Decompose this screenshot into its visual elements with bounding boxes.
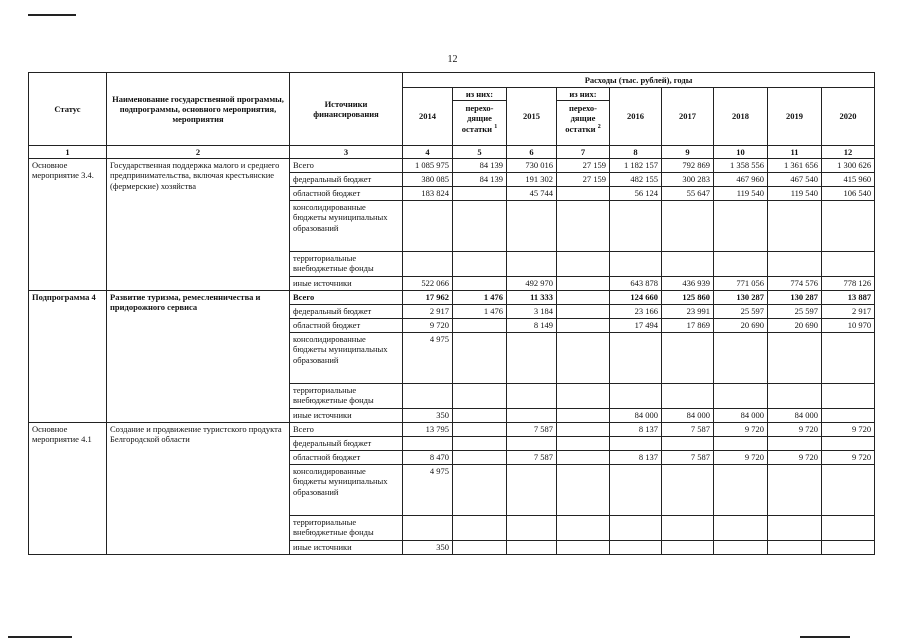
amount-cell: [822, 384, 875, 409]
amount-cell: [557, 516, 610, 541]
amount-cell: [453, 409, 507, 423]
amount-cell: [662, 252, 714, 277]
amount-cell: 9 720: [714, 423, 768, 437]
funding-source-cell: иные источники: [290, 277, 403, 291]
amount-cell: 1 361 656: [768, 159, 822, 173]
amount-cell: [507, 516, 557, 541]
funding-source-cell: территориальные внебюджетные фонды: [290, 516, 403, 541]
amount-cell: 7 587: [507, 451, 557, 465]
budget-table: [28, 72, 875, 555]
amount-cell: [507, 384, 557, 409]
amount-cell: 23 991: [662, 305, 714, 319]
amount-cell: 3 184: [507, 305, 557, 319]
page-number: 12: [447, 54, 458, 65]
amount-cell: 9 720: [768, 451, 822, 465]
amount-cell: [453, 187, 507, 201]
amount-cell: [557, 541, 610, 555]
amount-cell: [557, 277, 610, 291]
amount-cell: [768, 541, 822, 555]
funding-source-cell: Всего: [290, 159, 403, 173]
amount-cell: 84 000: [662, 409, 714, 423]
amount-cell: 130 287: [714, 291, 768, 305]
funding-source-cell: областной бюджет: [290, 319, 403, 333]
amount-cell: 9 720: [768, 423, 822, 437]
amount-cell: [822, 252, 875, 277]
amount-cell: 183 824: [403, 187, 453, 201]
amount-cell: [768, 384, 822, 409]
amount-cell: [822, 333, 875, 384]
amount-cell: [557, 409, 610, 423]
amount-cell: [403, 252, 453, 277]
header-iz-nih-1: из них:: [453, 88, 506, 101]
amount-cell: 4 975: [403, 465, 453, 516]
amount-cell: [453, 541, 507, 555]
funding-source-cell: иные источники: [290, 409, 403, 423]
col-number: 3: [290, 146, 403, 159]
amount-cell: [662, 333, 714, 384]
amount-cell: [453, 201, 507, 252]
amount-cell: 300 283: [662, 173, 714, 187]
amount-cell: [714, 541, 768, 555]
amount-cell: 10 970: [822, 319, 875, 333]
amount-cell: 23 166: [610, 305, 662, 319]
table-row: [29, 423, 875, 437]
amount-cell: 1 358 556: [714, 159, 768, 173]
amount-cell: [610, 437, 662, 451]
amount-cell: 130 287: [768, 291, 822, 305]
amount-cell: [507, 437, 557, 451]
table-row: [29, 291, 875, 305]
amount-cell: [403, 437, 453, 451]
amount-cell: 25 597: [768, 305, 822, 319]
header-iz-nih-2: из них:: [557, 88, 609, 101]
amount-cell: 4 975: [403, 333, 453, 384]
amount-cell: 17 494: [610, 319, 662, 333]
amount-cell: 1 476: [453, 305, 507, 319]
amount-cell: 774 576: [768, 277, 822, 291]
amount-cell: [453, 451, 507, 465]
amount-cell: [557, 252, 610, 277]
amount-cell: [662, 465, 714, 516]
amount-cell: [768, 333, 822, 384]
amount-cell: [557, 187, 610, 201]
amount-cell: [714, 333, 768, 384]
funding-source-cell: консолидированные бюджеты муниципальных образований: [290, 333, 403, 384]
amount-cell: [768, 201, 822, 252]
program-name-cell: Развитие туризма, ремесленничества и придорожного сервиса: [107, 291, 290, 423]
header-carryover-1: перехо-дящие остатки $^1$: [461, 103, 498, 134]
amount-cell: 792 869: [662, 159, 714, 173]
amount-cell: 84 000: [610, 409, 662, 423]
amount-cell: 771 056: [714, 277, 768, 291]
amount-cell: 25 597: [714, 305, 768, 319]
amount-cell: 467 540: [768, 173, 822, 187]
amount-cell: 9 720: [822, 451, 875, 465]
amount-cell: [822, 201, 875, 252]
amount-cell: 350: [403, 541, 453, 555]
amount-cell: [557, 333, 610, 384]
col-number: 9: [662, 146, 714, 159]
amount-cell: [662, 516, 714, 541]
col-number: 8: [610, 146, 662, 159]
amount-cell: [453, 319, 507, 333]
amount-cell: 27 159: [557, 173, 610, 187]
header-name: Наименование государственной программы, подпрограммы, основного мероприятия, мероприятия: [107, 73, 290, 146]
amount-cell: [662, 541, 714, 555]
amount-cell: 482 155: [610, 173, 662, 187]
amount-cell: 119 540: [714, 187, 768, 201]
amount-cell: 106 540: [822, 187, 875, 201]
amount-cell: [610, 516, 662, 541]
amount-cell: 467 960: [714, 173, 768, 187]
amount-cell: [662, 201, 714, 252]
col-number: 7: [557, 146, 610, 159]
amount-cell: 415 960: [822, 173, 875, 187]
amount-cell: 492 970: [507, 277, 557, 291]
col-number: 2: [107, 146, 290, 159]
header-year-2020: 2020: [822, 88, 875, 146]
amount-cell: 125 860: [662, 291, 714, 305]
amount-cell: [714, 384, 768, 409]
amount-cell: [453, 516, 507, 541]
amount-cell: [610, 465, 662, 516]
funding-source-cell: иные источники: [290, 541, 403, 555]
funding-source-cell: территориальные внебюджетные фонды: [290, 252, 403, 277]
amount-cell: 9 720: [822, 423, 875, 437]
amount-cell: 8 149: [507, 319, 557, 333]
amount-cell: [453, 333, 507, 384]
program-name-cell: Создание и продвижение туристского продукта Белгородской области: [107, 423, 290, 555]
amount-cell: [768, 437, 822, 451]
amount-cell: [610, 252, 662, 277]
amount-cell: 84 000: [768, 409, 822, 423]
amount-cell: 8 470: [403, 451, 453, 465]
amount-cell: 778 126: [822, 277, 875, 291]
header-year-2019: 2019: [768, 88, 822, 146]
amount-cell: [557, 201, 610, 252]
header-status: Статус: [29, 73, 107, 146]
amount-cell: [610, 333, 662, 384]
amount-cell: 84 139: [453, 159, 507, 173]
amount-cell: 522 066: [403, 277, 453, 291]
amount-cell: 119 540: [768, 187, 822, 201]
column-number-row: [29, 146, 875, 159]
amount-cell: 8 137: [610, 423, 662, 437]
amount-cell: [453, 252, 507, 277]
amount-cell: [557, 291, 610, 305]
funding-source-cell: консолидированные бюджеты муниципальных образований: [290, 465, 403, 516]
amount-cell: [662, 437, 714, 451]
program-name-cell: Государственная поддержка малого и среднего предпринимательства, включая крестьянские (фермерские) хозяйства: [107, 159, 290, 291]
header-carryover-2015: [557, 88, 610, 146]
amount-cell: 9 720: [714, 451, 768, 465]
amount-cell: 7 587: [662, 423, 714, 437]
amount-cell: 45 744: [507, 187, 557, 201]
amount-cell: [714, 201, 768, 252]
amount-cell: [822, 516, 875, 541]
funding-source-cell: Всего: [290, 423, 403, 437]
funding-source-cell: областной бюджет: [290, 187, 403, 201]
funding-source-cell: консолидированные бюджеты муниципальных образований: [290, 201, 403, 252]
amount-cell: [822, 409, 875, 423]
amount-cell: 643 878: [610, 277, 662, 291]
amount-cell: 1 476: [453, 291, 507, 305]
header-year-2014: 2014: [403, 88, 453, 146]
header-carryover-2: перехо-дящие остатки $^2$: [565, 103, 601, 134]
amount-cell: [662, 384, 714, 409]
amount-cell: 730 016: [507, 159, 557, 173]
col-number: 1: [29, 146, 107, 159]
header-year-2017: 2017: [662, 88, 714, 146]
amount-cell: [768, 252, 822, 277]
amount-cell: [507, 409, 557, 423]
amount-cell: 20 690: [714, 319, 768, 333]
status-cell: Основное мероприятие 4.1: [29, 423, 107, 555]
status-cell: Основное мероприятие 3.4.: [29, 159, 107, 291]
amount-cell: 56 124: [610, 187, 662, 201]
amount-cell: [403, 384, 453, 409]
funding-source-cell: федеральный бюджет: [290, 173, 403, 187]
header-carryover-2014: [453, 88, 507, 146]
amount-cell: [507, 541, 557, 555]
amount-cell: [557, 451, 610, 465]
amount-cell: 1 085 975: [403, 159, 453, 173]
amount-cell: 1 300 626: [822, 159, 875, 173]
amount-cell: 17 962: [403, 291, 453, 305]
col-number: 4: [403, 146, 453, 159]
amount-cell: [507, 333, 557, 384]
header-expenses: Расходы (тыс. рублей), годы: [403, 73, 875, 88]
amount-cell: [714, 516, 768, 541]
amount-cell: 84 139: [453, 173, 507, 187]
amount-cell: [557, 465, 610, 516]
amount-cell: [453, 465, 507, 516]
amount-cell: [610, 384, 662, 409]
amount-cell: [453, 384, 507, 409]
amount-cell: 191 302: [507, 173, 557, 187]
status-cell: Подпрограмма 4: [29, 291, 107, 423]
amount-cell: 27 159: [557, 159, 610, 173]
header-year-2018: 2018: [714, 88, 768, 146]
amount-cell: 9 720: [403, 319, 453, 333]
amount-cell: [557, 319, 610, 333]
amount-cell: 1 182 157: [610, 159, 662, 173]
header-year-2016: 2016: [610, 88, 662, 146]
scan-mark-bottom-right: [800, 636, 850, 638]
amount-cell: [507, 201, 557, 252]
amount-cell: [714, 465, 768, 516]
amount-cell: [768, 516, 822, 541]
col-number: 12: [822, 146, 875, 159]
amount-cell: [453, 423, 507, 437]
amount-cell: 2 917: [822, 305, 875, 319]
amount-cell: 13 887: [822, 291, 875, 305]
funding-source-cell: областной бюджет: [290, 451, 403, 465]
amount-cell: [822, 437, 875, 451]
amount-cell: [557, 384, 610, 409]
amount-cell: 124 660: [610, 291, 662, 305]
funding-source-cell: федеральный бюджет: [290, 437, 403, 451]
amount-cell: 20 690: [768, 319, 822, 333]
amount-cell: [403, 516, 453, 541]
amount-cell: [610, 541, 662, 555]
amount-cell: [453, 277, 507, 291]
header-year-2015: 2015: [507, 88, 557, 146]
col-number: 11: [768, 146, 822, 159]
amount-cell: [557, 305, 610, 319]
amount-cell: [714, 437, 768, 451]
col-number: 6: [507, 146, 557, 159]
funding-source-cell: Всего: [290, 291, 403, 305]
amount-cell: [714, 252, 768, 277]
amount-cell: [507, 252, 557, 277]
col-number: 5: [453, 146, 507, 159]
amount-cell: 7 587: [507, 423, 557, 437]
amount-cell: 11 333: [507, 291, 557, 305]
amount-cell: 350: [403, 409, 453, 423]
amount-cell: [403, 201, 453, 252]
header-sources: Источники финансирования: [290, 73, 403, 146]
amount-cell: 13 795: [403, 423, 453, 437]
amount-cell: 84 000: [714, 409, 768, 423]
amount-cell: 436 939: [662, 277, 714, 291]
amount-cell: 2 917: [403, 305, 453, 319]
funding-source-cell: территориальные внебюджетные фонды: [290, 384, 403, 409]
amount-cell: [822, 541, 875, 555]
funding-source-cell: федеральный бюджет: [290, 305, 403, 319]
amount-cell: [610, 201, 662, 252]
scan-mark-top: [28, 14, 76, 16]
amount-cell: 7 587: [662, 451, 714, 465]
amount-cell: [507, 465, 557, 516]
amount-cell: [768, 465, 822, 516]
col-number: 10: [714, 146, 768, 159]
amount-cell: 380 085: [403, 173, 453, 187]
amount-cell: [453, 437, 507, 451]
amount-cell: 8 137: [610, 451, 662, 465]
table-row: [29, 159, 875, 173]
amount-cell: 55 647: [662, 187, 714, 201]
scan-mark-bottom-left: [8, 636, 72, 638]
amount-cell: [557, 437, 610, 451]
amount-cell: [822, 465, 875, 516]
amount-cell: 17 869: [662, 319, 714, 333]
amount-cell: [557, 423, 610, 437]
